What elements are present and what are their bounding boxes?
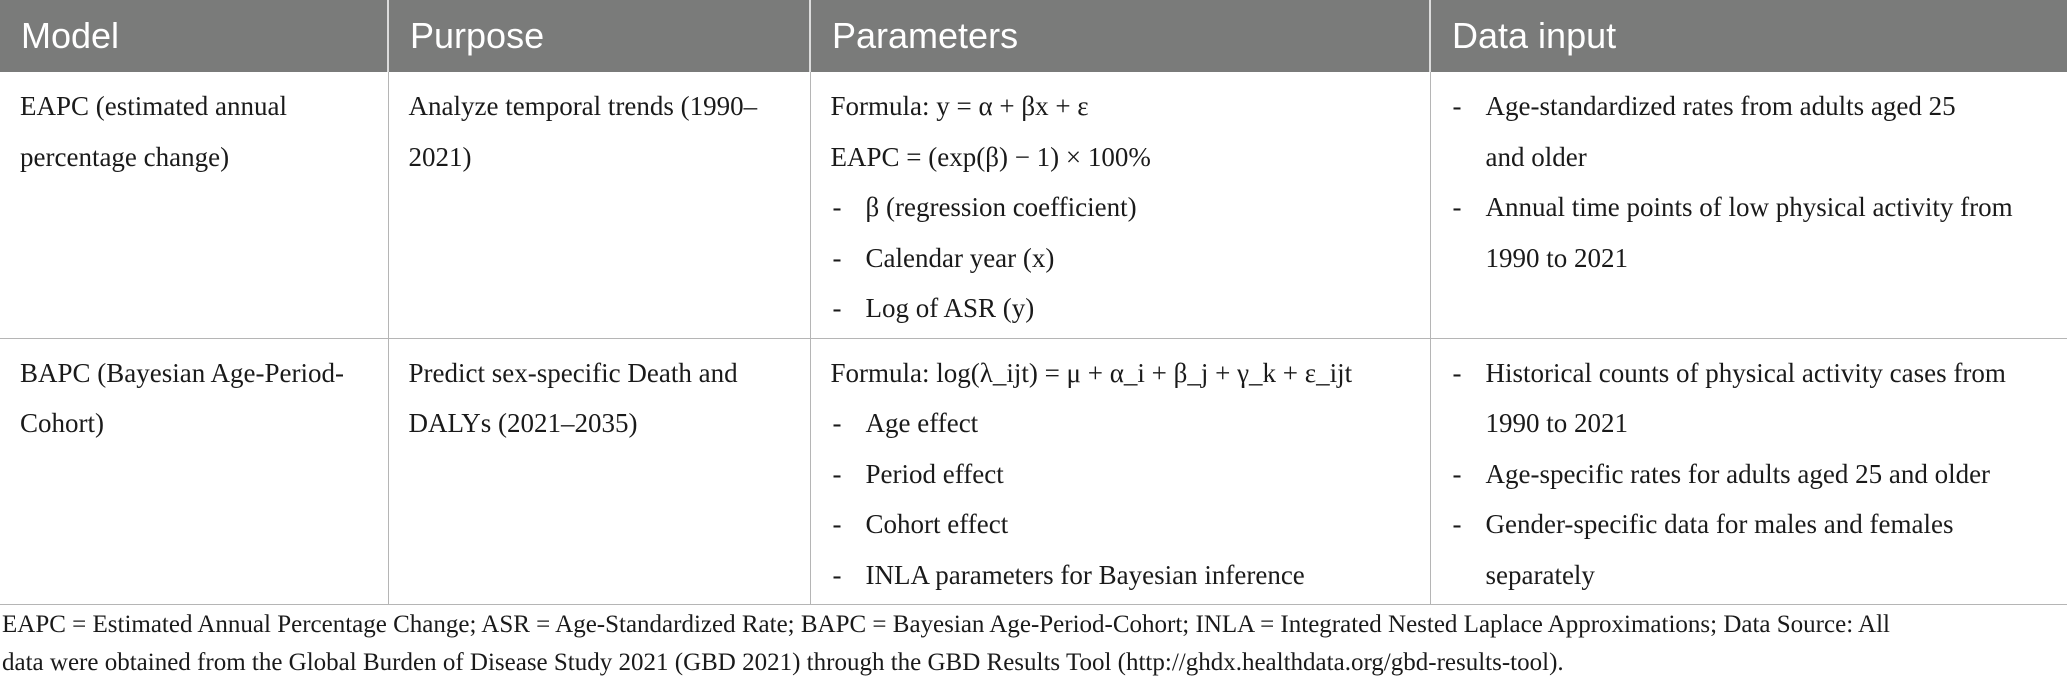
model-text: BAPC (Bayesian Age-Period- [20,357,344,388]
parameter-item [831,283,1418,334]
purpose-text: Analyze temporal trends (1990– [408,91,758,121]
bullet-text-line: Age effect [865,408,979,438]
purpose-text: DALYs (2021–2035) [408,408,638,438]
footnote-line: EAPC = Estimated Annual Percentage Change; ASR = Age-Standardized Rate; BAPC = Bayesian Age-Period-Cohort; INLA = Integrated Nested Laplace Approximations; Data Source: All [2,611,1890,638]
bullet-text-line: Age-standardized rates from adults aged 25 [1485,91,1956,121]
table-footnote [2,606,2042,682]
bullet-dash: - [832,242,842,273]
parameter-item [831,182,1418,233]
model-text: percentage change) [20,141,230,172]
bullet-text-line: Annual time points of low physical activity from [1485,192,2013,222]
parameter-item [831,499,1418,550]
data-input-item [1451,449,2056,500]
parameter-item [831,550,1418,601]
parameter-item [831,449,1418,500]
bullet-text [1486,348,2056,449]
data-input-cell [1430,338,2067,605]
bullet-dash: - [1452,509,1462,539]
model-text: Cohort) [20,408,104,438]
bullet-text [1486,449,2056,500]
parameter-item [831,233,1418,284]
table-row [0,338,2067,605]
header-purpose: Purpose [388,0,810,72]
bullet-dash: - [1452,91,1462,121]
data-input-item [1451,182,2056,283]
bullet-text-line: Log of ASR (y) [865,293,1035,323]
bullet-text-line: separately [1485,559,1595,590]
bullet-text [866,398,1418,449]
bullet-dash: - [832,408,842,438]
bullet-dash: - [832,559,842,590]
data-input-item [1451,348,2056,449]
bullet-text-line: 1990 to 2021 [1485,242,1629,273]
formula-text: EAPC = (exp(β) − 1) × 100% [830,141,1151,172]
parameters-cell [810,338,1430,605]
bullet-text [1486,81,2056,182]
bullet-dash: - [1452,357,1462,388]
bullet-text-line: Gender-specific data for males and females [1485,509,1954,539]
bullet-text-line: 1990 to 2021 [1485,408,1629,438]
purpose-cell [388,338,810,605]
model-cell [0,338,388,605]
bullet-dash: - [832,293,842,323]
bullet-text [866,283,1418,334]
bullet-text [1486,182,2056,283]
bullet-text-line: Historical counts of physical activity cases from [1485,357,2006,388]
bullet-text-line: β (regression coefficient) [865,192,1137,222]
purpose-text: Predict sex-specific Death and [408,357,738,388]
bullet-text-line: Cohort effect [865,509,1009,539]
model-text: EAPC (estimated annual [20,91,287,121]
bullet-dash: - [832,192,842,222]
bullet-text-line: Age-specific rates for adults aged 25 and older [1485,458,1991,489]
bullet-text [866,449,1418,500]
data-input-item [1451,499,2056,600]
purpose-text: 2021) [408,141,472,172]
bullet-dash: - [832,509,842,539]
bullet-text [866,550,1418,601]
header-model: Model [0,0,388,72]
parameter-item [831,398,1418,449]
header-row [0,0,2067,72]
table-row [0,72,2067,338]
bullet-text-line: Calendar year (x) [865,242,1055,273]
bullet-text-line: Period effect [865,458,1004,489]
model-cell [0,72,388,338]
bullet-text-line: INLA parameters for Bayesian inference [865,559,1305,590]
purpose-cell [388,72,810,338]
bullet-text-line: and older [1485,141,1587,172]
header-parameters: Parameters [810,0,1430,72]
data-input-cell [1430,72,2067,338]
parameters-cell [810,72,1430,338]
footnote-line: data were obtained from the Global Burden of Disease Study 2021 (GBD 2021) through the GBD Results Tool (http://ghdx.healthdata.org/gbd-results-tool). [2,649,1564,676]
data-input-item [1451,81,2056,182]
bullet-text [866,499,1418,550]
bullet-dash: - [1452,192,1462,222]
header-data-input: Data input [1430,0,2067,72]
bullet-dash: - [832,458,842,489]
formula-text: Formula: log(λ_ijt) = μ + α_i + β_j + γ_k + ε_ijt [830,357,1353,388]
bullet-text [866,182,1418,233]
formula-text: Formula: y = α + βx + ε [830,91,1089,121]
bullet-text [866,233,1418,284]
bullet-text [1486,499,2056,600]
bullet-dash: - [1452,458,1462,489]
